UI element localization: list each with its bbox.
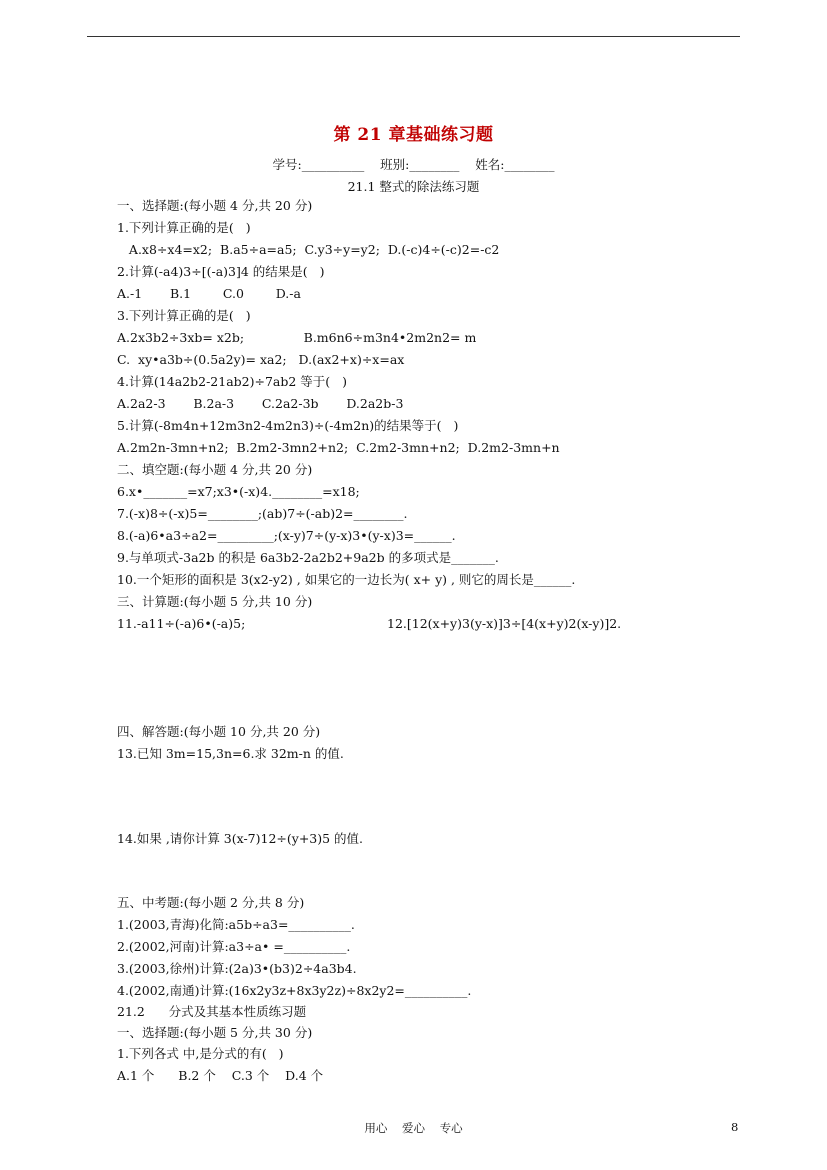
options-line: A.2a2-3 B.2a-3 C.2a2-3b D.2a2b-3 (117, 396, 404, 411)
question-line: 4.计算(14a2b2-21ab2)÷7ab2 等于( ) (117, 374, 347, 389)
question-line: 5.计算(-8m4n+12m3n2-4m2n3)÷(-4m2n)的结果等于( ) (117, 418, 459, 433)
options-line: A.2m2n-3mn+n2; B.2m2-3mn2+n2; C.2m2-3mn+n2; D.2m2-3mn+n (117, 440, 560, 455)
question-line: 2.(2002,河南)计算:a3÷a• =__________. (117, 939, 351, 954)
question-line: 11.-a11÷(-a)6•(-a)5; (117, 616, 246, 631)
header-rule (87, 36, 740, 37)
page-title: 第 21 章基础练习题 (333, 125, 494, 145)
question-line: 6.x•_______=x7;x3•(-x)4.________=x18; (117, 484, 360, 499)
student-info-line: 学号:__________ 班别:________ 姓名:________ (272, 157, 555, 172)
section-heading: 一、选择题:(每小题 5 分,共 30 分) (117, 1025, 313, 1040)
section-heading: 二、填空题:(每小题 4 分,共 20 分) (117, 462, 313, 477)
question-line: 3.下列计算正确的是( ) (117, 308, 251, 323)
question-line: 3.(2003,徐州)计算:(2a)3•(b3)2÷4a3b4. (117, 961, 357, 976)
section-title: 21.2 分式及其基本性质练习题 (117, 1004, 307, 1019)
question-line: 14.如果 ,请你计算 3(x-7)12÷(y+3)5 的值. (117, 831, 364, 846)
page-number: 8 (731, 1120, 739, 1134)
question-line: 7.(-x)8÷(-x)5=________;(ab)7÷(-ab)2=________. (117, 506, 408, 521)
section-heading: 一、选择题:(每小题 4 分,共 20 分) (117, 198, 313, 213)
section-title: 21.1 整式的除法练习题 (347, 179, 480, 194)
options-line: C. xy•a3b÷(0.5a2y)= xa2; D.(ax2+x)÷x=ax (117, 352, 405, 367)
question-line: 8.(-a)6•a3÷a2=_________;(x-y)7÷(y-x)3•(y-x)3=______. (117, 528, 456, 543)
options-line: A.x8÷x4=x2; B.a5÷a=a5; C.y3÷y=y2; D.(-c)4÷(-c)2=-c2 (117, 242, 500, 257)
section-heading: 四、解答题:(每小题 10 分,共 20 分) (117, 724, 321, 739)
question-line: 9.与单项式-3a2b 的积是 6a3b2-2a2b2+9a2b 的多项式是_______. (117, 550, 499, 565)
question-line: 13.已知 3m=15,3n=6.求 32m-n 的值. (117, 746, 344, 761)
question-line: 1.下列计算正确的是( ) (117, 220, 251, 235)
footer-motto: 用心 爱心 专心 (364, 1121, 463, 1135)
options-line: A.2x3b2÷3xb= x2b; B.m6n6÷m3n4•2m2n2= m (117, 330, 477, 345)
question-line: 12.[12(x+y)3(y-x)]3÷[4(x+y)2(x-y)]2. (387, 616, 622, 631)
question-line: 1.下列各式 中,是分式的有( ) (117, 1046, 284, 1061)
question-line: 1.(2003,青海)化简:a5b÷a3=__________. (117, 917, 355, 932)
options-line: A.1 个 B.2 个 C.3 个 D.4 个 (117, 1068, 324, 1083)
section-heading: 三、计算题:(每小题 5 分,共 10 分) (117, 594, 313, 609)
question-line: 2.计算(-a4)3÷[(-a)3]4 的结果是( ) (117, 264, 325, 279)
question-line: 10.一个矩形的面积是 3(x2-y2) , 如果它的一边长为( x+ y) , 则它的周长是______. (117, 572, 576, 587)
section-heading: 五、中考题:(每小题 2 分,共 8 分) (117, 895, 305, 910)
question-line: 4.(2002,南通)计算:(16x2y3z+8x3y2z)÷8x2y2=__________. (117, 983, 472, 998)
options-line: A.-1 B.1 C.0 D.-a (117, 286, 301, 301)
